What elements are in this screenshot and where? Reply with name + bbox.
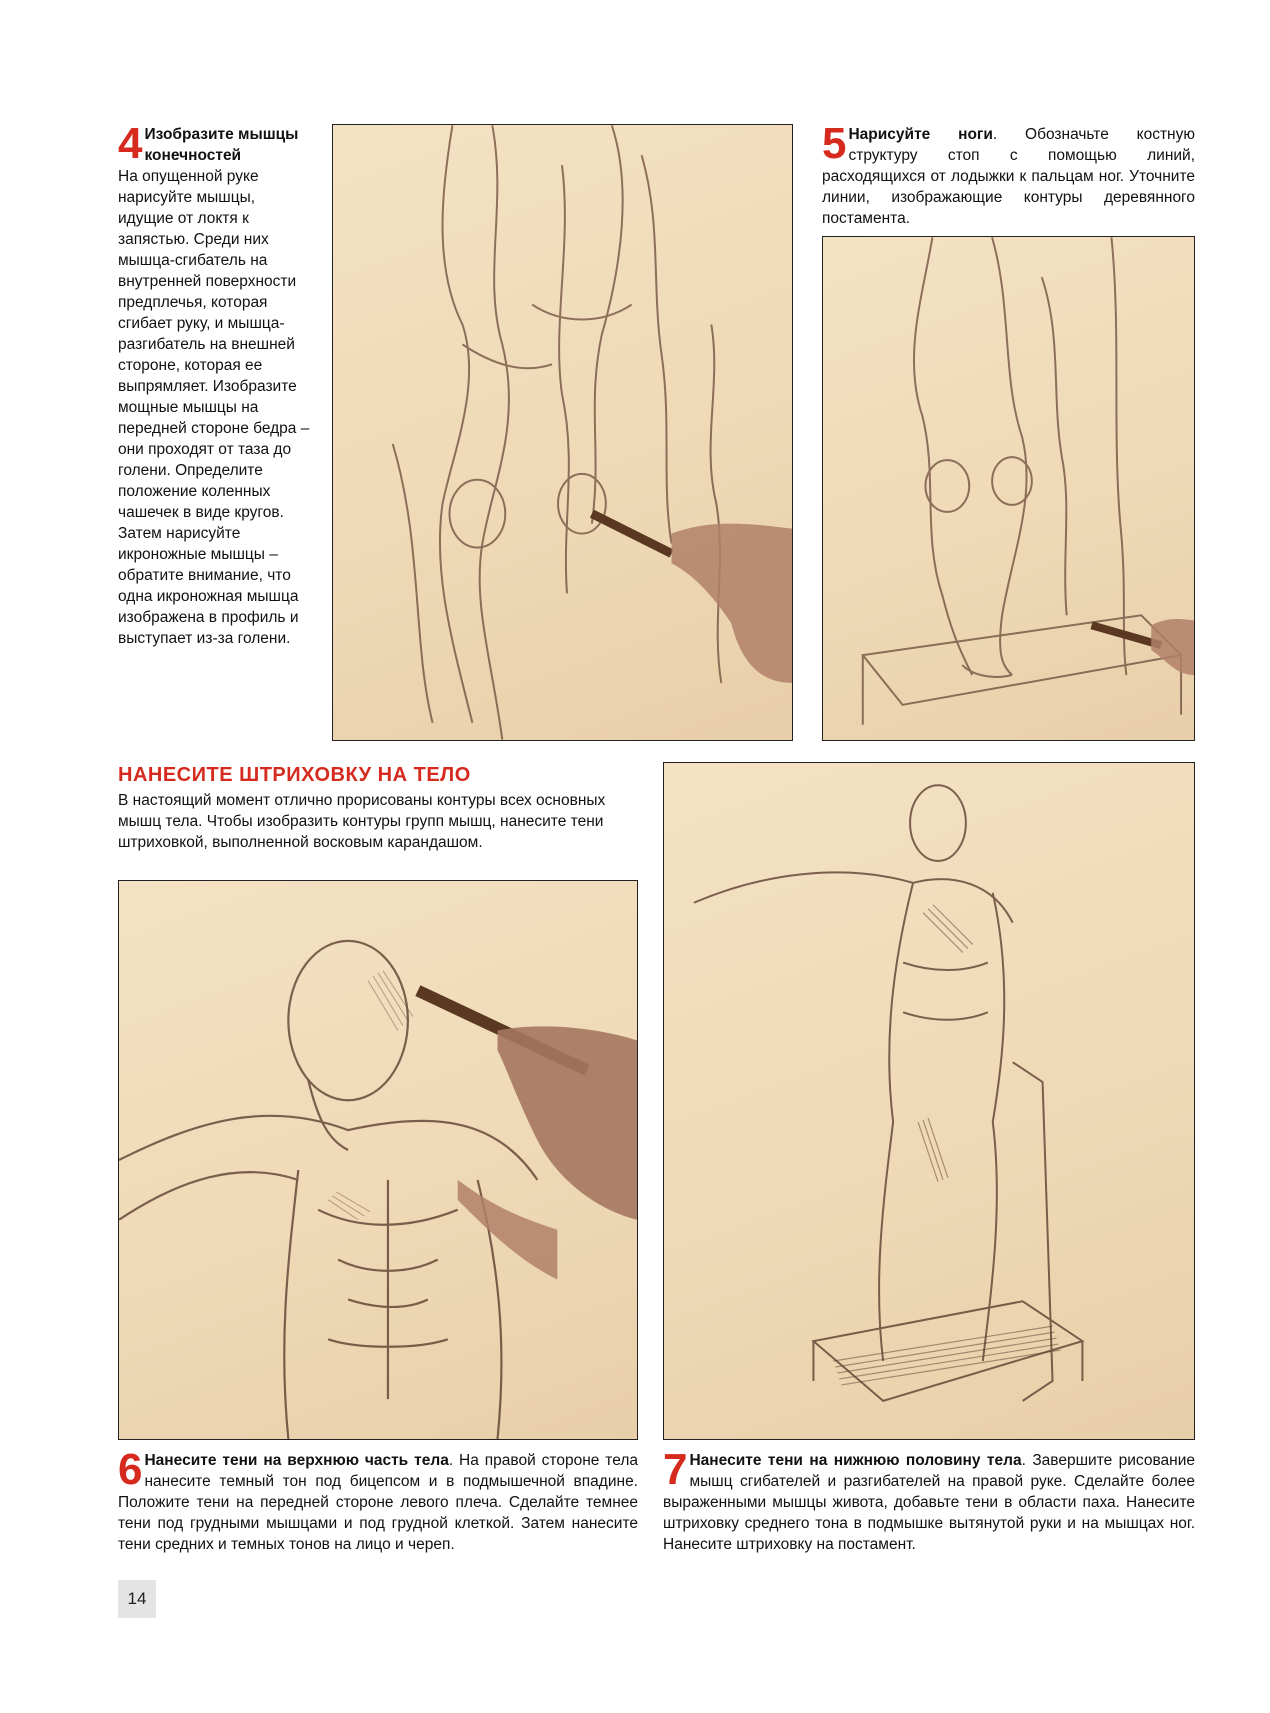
step6-number: 6 [118,1445,143,1494]
step5-body: . Обозначьте костную структуру стоп с помощью линий, расходящихся от лодыжки к пальцам ног. Уточните линии, изображающие контуры деревянного постамента. [822,126,1195,227]
photo-full-figure [663,762,1195,1440]
step7-number: 7 [663,1445,688,1494]
photo-feet-pedestal [822,236,1195,741]
step5-number: 5 [822,119,847,168]
step6-body: . На правой стороне тела нанесите темный тон под бицепсом и в подмышечной впадине. Положите тени на передней стороне левого плеча. Сделайте темнее тени под грудными мышцами и под грудной клеткой. Затем нанесите тени средних и темных тонов на лицо и череп. [118,1452,638,1553]
step7-title: Нанесите тени на нижнюю половину тела [689,1452,1022,1469]
step6-title: Нанесите тени на верхнюю часть тела [144,1452,449,1469]
step5-text [822,119,1195,229]
step4-number: 4 [118,119,143,168]
step6-text [118,1445,638,1555]
photo-upper-body [118,880,638,1440]
sketch-legs-illustration [333,125,792,740]
step4-text [118,119,310,649]
sketch-upper-body-illustration [119,881,637,1439]
step4-body: На опущенной руке нарисуйте мышцы, идущие от локтя к запястью. Среди них мышца-сгибатель на внутренней поверхности предплечья, которая сгибает руку, и мышца-разгибатель на внешней стороне, которая ее выпрямляет. Изобразите мощные мышцы на передней стороне бедра – они проходят от таза до голени. Определите положение коленных чашечек в виде кругов. Затем нарисуйте икроножные мышцы – обратите внимание, что одна икроножная мышца изображена в профиль и выступает из-за голени. [118,168,310,647]
section-body: В настоящий момент отлично прорисованы контуры всех основных мышц тела. Чтобы изобразить контуры групп мышц, нанесите тени штриховкой, выполненной восковым карандашом. [118,792,606,851]
step7-text [663,1445,1195,1555]
step7-body: . Завершите рисование мышц сгибателей и разгибателей на правой руке. Сделайте более выраженными мышцы живота, добавьте тени в области паха. Нанесите штриховку среднего тона в подмышке вытянутой руки и на мышцах ног. Нанесите штриховку на постамент. [663,1452,1195,1553]
section-title: НАНЕСИТЕ ШТРИХОВКУ НА ТЕЛО [118,764,471,786]
step4-title: Изобразите мышцы конечностей [144,126,299,164]
sketch-full-figure-illustration [664,763,1194,1439]
photo-legs-muscles [332,124,793,741]
page-number: 14 [118,1580,156,1618]
sketch-feet-illustration [823,237,1194,740]
step5-title: Нарисуйте ноги [848,126,993,143]
